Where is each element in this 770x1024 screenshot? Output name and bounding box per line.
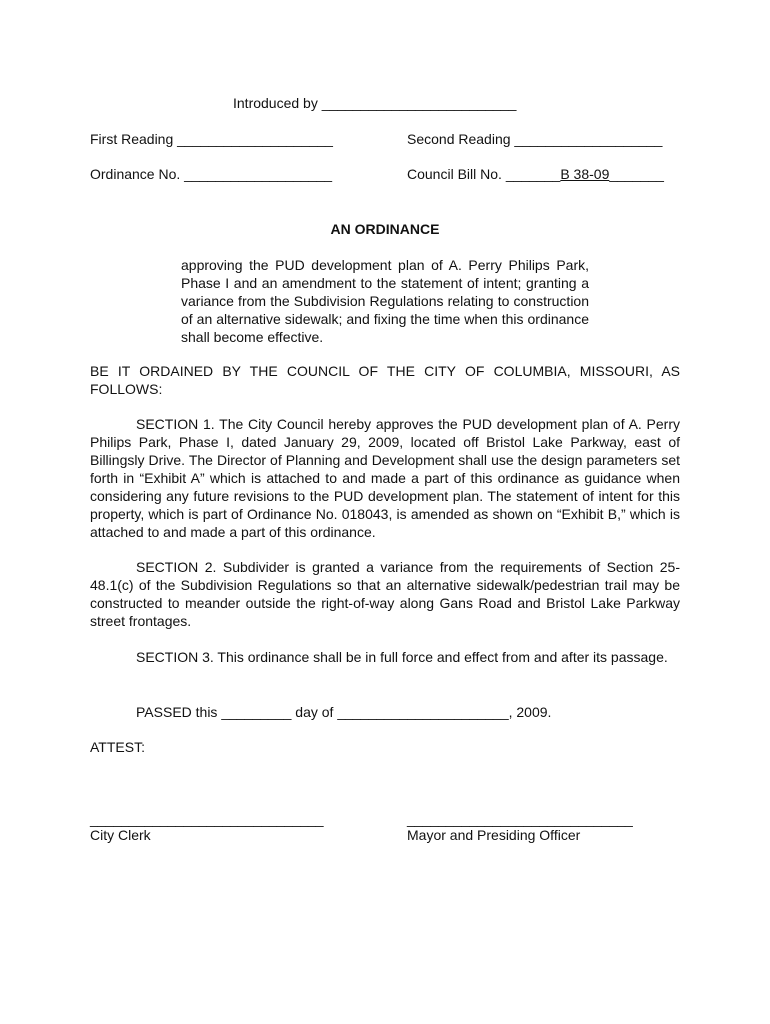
ordinance-summary: approving the PUD development plan of A. Perry Philips Park, Phase I and an amendment to the statement of intent; granting a variance from the Subdivision Regulations relating to construction of an alternative sidewalk; and fixing the time when this ordinance shall become effective. (181, 257, 589, 345)
section-1: SECTION 1. The City Council hereby approves the PUD development plan of A. Perry Philips Park, Phase I, dated January 29, 2009, located off Bristol Lake Parkway, east of Billingsly Drive. The Director of Planning and Development shall use the design parameters set forth in “Exhibit A” which is attached to and made a part of this ordinance as guidance when considering any future revisions to the PUD development plan. The statement of intent for this property, which is part of Ordinance No. 018043, is amended as shown on “Exhibit B,” which is attached to and made a part of this ordinance. (90, 416, 680, 540)
mayor-label: Mayor and Presiding Officer (407, 827, 581, 843)
first-reading-field: First Reading ____________________ (90, 131, 333, 147)
second-reading-field: Second Reading ___________________ (407, 131, 663, 147)
ordinance-number-field: Ordinance No. ___________________ (90, 166, 333, 182)
council-bill-label: Council Bill No. _______ (407, 166, 561, 182)
council-bill-number: B 38-09 (560, 166, 610, 182)
enacting-clause: BE IT ORDAINED BY THE COUNCIL OF THE CITY OF COLUMBIA, MISSOURI, AS FOLLOWS: (90, 363, 680, 397)
ordinance-title: AN ORDINANCE (330, 221, 440, 237)
mayor-signature-line: _____________________________ (407, 811, 633, 827)
section-3: SECTION 3. This ordinance shall be in full force and effect from and after its passage. (136, 649, 668, 665)
council-bill-trailing-line: _______ (609, 166, 664, 182)
introduced-by-field: Introduced by _________________________ (233, 95, 517, 111)
passed-date-line: PASSED this _________ day of ______________________, 2009. (136, 704, 552, 720)
attest-label: ATTEST: (90, 739, 145, 755)
city-clerk-label: City Clerk (90, 827, 151, 843)
section-2: SECTION 2. Subdivider is granted a variance from the requirements of Section 25-48.1(c) of the Subdivision Regulations so that an alternative sidewalk/pedestrian trail may be constructed to meander outside the right-of-way along Gans Road and Bristol Lake Parkway street frontages. (90, 559, 680, 629)
city-clerk-signature-line: ______________________________ (90, 811, 324, 827)
council-bill-field (407, 165, 664, 183)
